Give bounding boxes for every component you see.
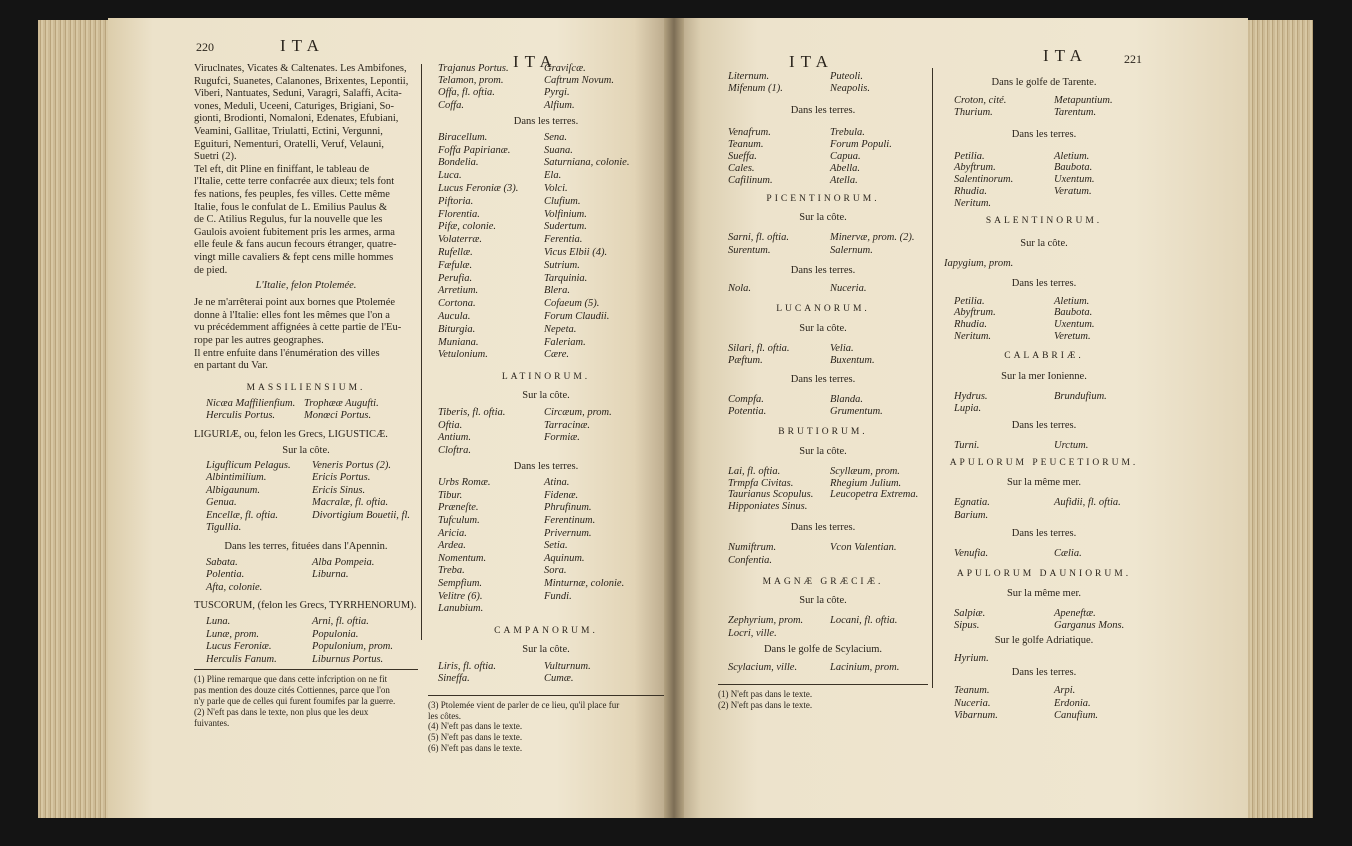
place-name: Biturgia. [438,323,476,335]
place-name: Cales. [728,162,755,174]
footnote-line: (1) Pline remarque que dans cette infcription on ne fit [194,674,388,685]
place-name: Neritum. [954,331,992,342]
place-name: Cære. [544,349,569,361]
place-name: Surentum. [728,244,771,256]
footnote-rule [718,684,928,685]
body-text-line: vingt mille cavaliers & fept cens mille hommes [194,252,394,263]
place-name: Blera. [544,285,570,297]
place-name: Graviſcæ. [544,63,586,74]
place-name: Populonium, prom. [312,641,393,653]
place-name: Abyftrum. [954,307,996,319]
place-name: Rufellæ. [438,247,473,258]
place-name: Telamon, prom. [438,75,504,87]
body-text-line: Suetri (2). [194,151,237,163]
place-name: Volaterræ. [438,234,483,246]
place-name: Pæftum. [728,355,763,367]
place-name: Tufculum. [438,515,480,526]
place-name: Turni. [954,439,980,451]
place-name: Lacinium, prom. [830,662,900,674]
body-text-line: gionti, Brodionti, Nomaloni, Edenates, Efubiani, [194,113,399,125]
footnote-line: les côtes. [428,710,461,721]
place-name: Apeneftæ. [1054,607,1096,619]
place-name: Nuceria. [830,283,867,295]
place-name: Oftia. [438,419,463,431]
place-name: Canufium. [1054,710,1099,722]
section-heading: LUCANORUM. [776,303,870,314]
subheading: Dans les terres. [790,265,856,277]
place-name: Venufia. [954,548,989,560]
place-name: Aletium. [1054,150,1090,162]
place-name: Luna. [206,616,231,628]
footnote-line: (3) Ptolemée vient de parler de ce lieu, qu'il place fur [428,699,620,710]
place-name: Ardea. [438,540,466,552]
place-name: Baubota. [1054,162,1093,174]
running-header-right-1: ITA [789,52,834,71]
body-text-line: en partant du Var. [194,360,268,372]
subheading: Sur la même mer. [1006,477,1082,489]
place-name: Urctum. [1054,439,1089,451]
place-name: Volci. [544,183,568,194]
place-name: Locri, ville. [728,627,777,639]
place-name: Aquinum. [544,552,585,564]
place-name: Sutrium. [544,259,580,271]
place-name: Lai, fl. oftia. [728,465,781,477]
place-name: Cortona. [438,298,476,310]
place-name: Nuceria. [954,697,991,709]
place-name: Trajanus Portus. [438,63,509,74]
place-name: Metapuntium. [1054,95,1113,106]
place-name: Herculis Fanum. [206,653,277,665]
subheading: Sur la côte. [522,390,570,402]
place-name: Veretum. [1054,331,1091,342]
place-name: Garganus Mons. [1054,620,1125,632]
running-header-left-2: ITA [513,52,558,71]
place-name: Potentia. [728,406,767,418]
place-name: Phrufinum. [544,502,592,514]
place-name: Salentinorum. [954,174,1014,186]
subheading: Sur la mer Ionienne. [1001,370,1087,382]
place-name: Nepeta. [544,323,577,335]
place-name: Locani, fl. oftia. [830,615,898,627]
place-name: Cælia. [1054,548,1082,560]
place-name: Sena. [544,131,568,143]
place-name: Tarentum. [1054,106,1097,118]
place-name: Aucula. [438,311,471,322]
body-text-line: Italie, fous le confulat de L. Emilius Paulus & [194,201,388,213]
place-name: Mifenum (1). [728,83,783,95]
place-name: Velitre (6). [438,590,483,602]
place-name: Tigullia. [206,522,242,534]
place-name: Sineffa. [438,673,470,685]
footnote-line: (4) N'eft pas dans le texte. [428,721,523,732]
place-name: Silari, fl. oftia. [728,342,790,354]
place-name: Ferentinum. [544,515,596,526]
subheading: Sur la même mer. [1006,587,1082,599]
place-name: Veneris Portus (2). [312,459,392,471]
subheading: Sur la côte. [522,643,570,655]
place-name: Albintimilium. [206,472,267,484]
place-name: Liburnus Portus. [312,653,384,665]
place-name: Vulturnum. [544,660,591,672]
body-text-line: vu précédemment affignées à cette partie de l'Eu- [194,322,402,334]
place-name: Egnatia. [954,497,990,509]
section-heading: SALENTINORUM. [985,215,1103,226]
subheading: Dans les terres. [790,522,856,534]
subheading: Sur le golfe Adriatique. [994,634,1094,646]
place-name: Arpi. [1054,685,1076,697]
place-name: Barium. [954,509,989,521]
place-name: Liburna. [312,569,349,581]
place-name: Ela. [544,170,562,182]
place-name: Saturniana, colonie. [544,157,630,169]
place-name: Monœci Portus. [304,410,372,422]
place-name: Blanda. [830,393,863,405]
subheading: Sur la côte. [799,595,847,607]
place-name: Aricia. [438,527,467,539]
place-name: Petilia. [954,295,985,307]
place-name: Aletium. [1054,295,1090,307]
place-name: Ericis Sinus. [312,484,366,496]
place-name: Albigaunum. [206,484,260,496]
place-name: Setia. [544,540,568,552]
place-name: Rhudia. [954,319,987,331]
place-name: Cloftra. [438,444,471,456]
subheading: Dans les terres. [513,461,579,473]
place-name: Foffa Papirianæ. [438,144,511,156]
body-text-line: Il entre enfuite dans l'énumération des villes [194,347,380,359]
place-name: Macralæ, fl. oftia. [312,497,389,509]
place-name: Buxentum. [830,355,875,367]
section-heading: PICENTINORUM. [766,194,880,205]
place-name: Piftoria. [438,195,474,207]
body-text-line: elle feule & fans aucun fecours étranger, quatre- [194,239,397,251]
place-name: Neritum. [954,197,992,209]
place-name: Hydrus. [954,390,988,402]
place-name: Tibur. [438,489,463,501]
footnote-rule [428,695,664,696]
place-name: Florentia. [438,208,480,220]
subheading: Sur la côte. [799,445,847,457]
place-name: Teanum. [954,685,990,697]
footnote-line: (6) N'eft pas dans le texte. [428,743,523,753]
place-name: Cofaeum (5). [544,298,600,310]
place-name: Neapolis. [830,83,870,95]
body-text-line: de C. Atilius Regulus, fur la nouvelle que les [194,214,383,226]
place-name: Baubota. [1054,307,1093,319]
footnote-line: (2) N'eft pas dans le texte, non plus que les deux [194,706,369,717]
subheading: Dans le golfe de Scylacium. [763,644,883,656]
body-text-line: Viruclnates, Vicates & Caltenates. Les Ambifones, [194,63,407,74]
page-number-left: 220 [196,40,214,54]
place-name: Sudertum. [544,221,587,233]
subheading: Sur la côte. [1020,237,1068,249]
body-text-line: Rugufci, Suanetes, Calanones, Brixentes, Lepontii, [194,75,409,87]
section-heading: CAMPANORUM. [494,625,598,636]
subheading: Dans les terres. [1011,419,1077,431]
footnote-line: pas mention des douze cités Cottiennes, parce que l'on [194,685,390,696]
page-number-right: 221 [1124,52,1142,66]
place-name: Confentia. [728,554,773,566]
footnote-line: (1) N'eft pas dans le texte. [718,688,813,699]
place-name: Offa, fl. oftia. [438,87,495,99]
place-name: Coffa. [438,99,464,111]
place-name: Genua. [206,497,237,509]
place-name: Velia. [830,342,854,354]
place-name: Urbs Romæ. [438,477,491,489]
place-name: Trophææ Augufti. [304,397,379,409]
place-name: Salpiæ. [954,607,986,619]
place-name: Liris, fl. oftia. [438,660,497,672]
place-name: Nola. [728,283,752,295]
place-name: Trebula. [830,127,865,139]
place-name: Rhudia. [954,186,987,197]
place-name: Faleriam. [544,336,586,348]
subheading: Dans les terres. [513,115,579,127]
place-name: Atina. [544,477,570,489]
place-name: Cafilinum. [728,174,773,186]
place-name: Scylacium, ville. [728,662,798,674]
place-name: Atella. [830,174,858,186]
subheading: L'Italie, felon Ptolemée. [255,280,357,292]
place-name: Antium. [438,432,471,444]
body-text-line: fes nations, fes peuples, fes villes. Cette même [194,189,390,200]
section-heading: LIGURIÆ, ou, felon les Grecs, LIGUSTICÆ. [194,428,388,440]
place-name: Luca. [438,170,462,182]
place-name: Petilia. [954,150,985,162]
place-name: Lucus Feroniæ. [206,641,272,653]
section-heading: APULORUM PEUCETIORUM. [949,458,1139,469]
place-name: Fundi. [544,590,572,602]
place-name: Volfinium. [544,208,587,220]
place-name: Rhegium Julium. [830,477,902,489]
column-divider-right [932,68,933,688]
book-gutter [664,18,684,818]
footnote-line: (5) N'eft pas dans le texte. [428,732,523,743]
place-name: Lupia. [954,403,982,415]
place-name: Sueffa. [728,151,757,162]
body-text-line: Veamini, Gallitae, Triulatti, Ectini, Vergunni, [194,126,383,137]
place-name: Veratum. [1054,186,1092,197]
place-name: Forum Claudii. [544,311,610,322]
place-name: Arni, fl. oftia. [312,616,369,628]
place-name: Pyrgi. [544,87,570,99]
place-name: Pifæ, colonie. [438,221,497,233]
place-name: Sabata. [206,556,238,568]
body-text-line: Gaulois avoient fubitement pris les armes, arma [194,226,395,238]
subheading: Dans les terres, fituées dans l'Apennin. [224,540,388,552]
place-name: Compfa. [728,393,764,405]
place-name: Uxentum. [1054,319,1095,331]
right-page-edges [1245,20,1313,818]
place-name: Arretium. [438,285,479,297]
section-heading: MAGNÆ GRÆCIÆ. [762,577,884,588]
place-name: Tiberis, fl. oftia. [438,407,506,419]
place-name: Suana. [544,144,573,156]
place-name: Sempfium. [438,578,483,589]
place-name: Erdonia. [1054,697,1091,709]
place-name: Circæum, prom. [544,407,612,419]
place-name: Muniana. [438,336,479,348]
place-name: Treba. [438,565,465,577]
body-text-line: rope par les autres geographes. [194,335,324,346]
place-name: Lucus Feroniæ (3). [438,183,519,194]
place-name: Liternum. [728,71,770,82]
footnote-line: fuivantes. [194,717,230,728]
place-name: Aufidii, fl. oftia. [1054,497,1121,509]
subheading: Dans les terres. [1011,277,1077,289]
place-name: Brundufium. [1054,390,1107,402]
place-name: Encellæ, fl. oftia. [206,509,279,521]
place-name: Hipponiates Sinus. [728,500,808,512]
place-name: Alfium. [544,99,575,111]
body-text-line: Tel eft, dit Pline en finiffant, le tableau de [194,163,370,175]
place-name: Fidenæ. [544,489,579,501]
place-name: Ferentia. [544,234,583,246]
place-name: Lanubium. [438,603,484,615]
body-text-line: Je ne m'arrêterai point aux bornes que Ptolemée [194,297,396,309]
section-heading: MASSILIENSIUM. [246,382,366,393]
place-name: Abyftrum. [954,162,996,174]
place-name: Grumentum. [830,406,883,418]
place-name: Perufia. [438,272,473,284]
place-name: Alba Pompeia. [312,556,375,568]
place-name: Sora. [544,565,567,577]
place-name: Vicus Elbii (4). [544,247,608,258]
place-name: Polentia. [206,569,245,581]
running-header-left-1: ITA [280,36,325,55]
place-name: Croton, cité. [954,95,1007,106]
place-name: Nicæa Maffilienfium. [206,397,296,409]
place-name: Cumæ. [544,673,574,685]
column-divider-left [421,64,422,640]
body-text-line: donne à l'Italie: elles font les mêmes que l'on a [194,309,390,321]
body-text-line: vones, Meduli, Uceeni, Caturiges, Brigiani, So- [194,100,395,112]
left-page-edges [38,20,110,818]
place-name: Numiftrum. [728,542,777,554]
place-name: Populonia. [312,628,359,640]
subheading: Dans les terres. [1011,128,1077,140]
place-name: Iapygium, prom. [944,257,1014,269]
place-name: Abella. [830,162,861,174]
section-heading: BRUTIORUM. [778,426,868,437]
place-name: Uxentum. [1054,174,1095,186]
place-name: Herculis Portus. [206,410,276,422]
place-name: Liguflicum Pelagus. [206,459,291,471]
place-name: Bondelia. [438,157,479,169]
place-name: Leucopetra Extrema. [830,489,919,501]
subheading: Dans les terres. [790,105,856,117]
subheading: Dans les terres. [1011,528,1077,540]
running-header-right-2: ITA [1043,46,1088,65]
body-text-line: de pied. [194,264,228,276]
footnote-rule [194,669,418,670]
section-heading: TUSCORUM, (felon les Grecs, TYRRHENORUM). [194,600,417,612]
place-name: Tarracinæ. [544,419,591,431]
place-name: Tarquinia. [544,272,588,284]
body-text-line: l'Italie, cette terre confacrée aux dieux; tels font [194,176,395,188]
place-name: Afta, colonie. [206,581,263,593]
place-name: Sarni, fl. oftia. [728,232,789,244]
place-name: Caftrum Novum. [544,75,615,87]
place-name: Teanum. [728,139,764,151]
place-name: Divortigium Bouetii, fl. [312,509,410,521]
place-name: Clufium. [544,195,581,207]
place-name: Lunæ, prom. [206,628,259,640]
place-name: Vetulonium. [438,349,488,361]
place-name: Capua. [830,151,861,162]
subheading: Sur la côte. [799,212,847,224]
section-heading: CALABRIÆ. [1004,350,1084,361]
place-name: Privernum. [544,527,592,539]
place-name: Venafrum. [728,127,771,139]
place-name: Thurium. [954,106,993,118]
place-name: Taurianus Scopulus. [728,489,814,501]
subheading: Sur la côte. [799,322,847,334]
place-name: Vibarnum. [954,710,998,722]
subheading: Dans le golfe de Tarente. [991,77,1097,88]
place-name: Vcon Valentian. [830,542,897,554]
place-name: Hyrium. [954,652,989,664]
place-name: Minturnæ, colonie. [544,578,625,589]
place-name: Salernum. [830,244,873,256]
body-text-line: Eguituri, Nementuri, Oratelli, Veruf, Velauni, [194,138,385,150]
place-name: Biracellum. [438,131,488,143]
place-name: Scyllæum, prom. [830,465,900,477]
place-name: Nomentum. [438,552,487,564]
place-name: Trmpfa Civitas. [728,477,794,489]
place-name: Minervæ, prom. (2). [830,232,915,244]
subheading: Dans les terres. [790,373,856,385]
section-heading: APULORUM DAUNIORUM. [956,568,1132,579]
place-name: Præneſte. [438,502,479,514]
place-name: Sipus. [954,620,980,632]
place-name: Forum Populi. [830,139,892,151]
footnote-line: (2) N'eft pas dans le texte. [718,699,813,710]
subheading: Dans les terres. [1011,667,1077,679]
place-name: Fæfulæ. [438,259,473,271]
place-name: Ericis Portus. [312,472,371,484]
body-text-line: Viberi, Nantuates, Seduni, Varagri, Salaffi, Acita- [194,88,402,100]
place-name: Formiæ. [544,432,580,444]
footnote-line: n'y parle que de celles qui furent foumifes par la guerre. [194,695,396,706]
subheading: Sur la côte. [282,444,330,456]
place-name: Zephyrium, prom. [728,615,804,627]
section-heading: LATINORUM. [501,372,591,383]
place-name: Puteoli. [830,71,863,82]
